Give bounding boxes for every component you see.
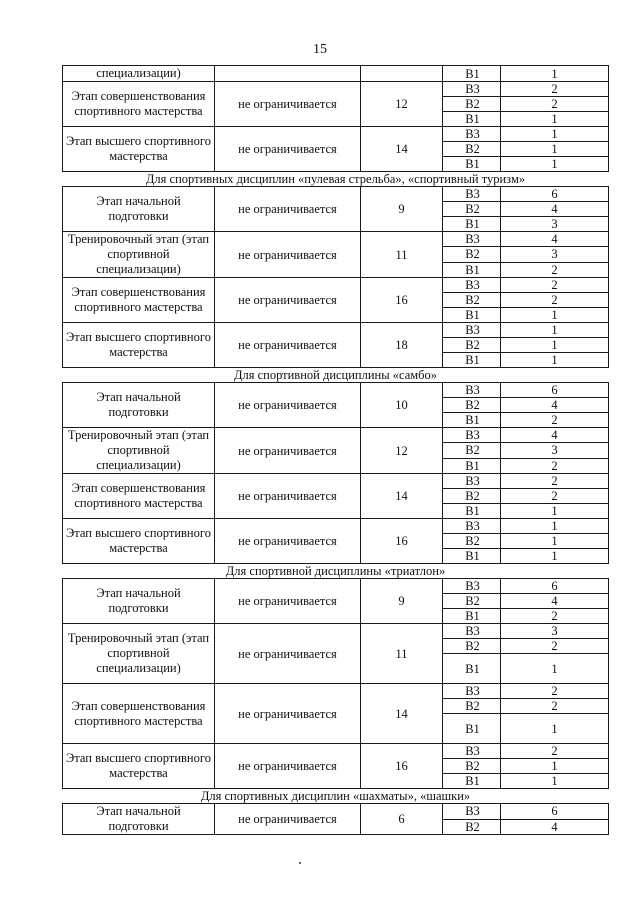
stage-cell: Этап совершенствования спортивного мастерства — [63, 474, 215, 519]
value-cell: 6 — [501, 579, 609, 594]
value-cell: 2 — [501, 474, 609, 489]
table-row — [63, 187, 609, 202]
age-cell: 9 — [361, 579, 443, 624]
value-cell: 2 — [501, 278, 609, 293]
limit-cell: не ограничивается — [215, 278, 361, 323]
page-number: 15 — [313, 42, 327, 57]
limit-cell: не ограничивается — [215, 744, 361, 789]
value-cell: 1 — [501, 549, 609, 564]
value-cell: 4 — [501, 398, 609, 413]
table-row — [63, 127, 609, 142]
limit-cell: не ограничивается — [215, 323, 361, 368]
class-cell: В2 — [443, 819, 501, 835]
limit-cell: не ограничивается — [215, 187, 361, 232]
class-cell: В3 — [443, 323, 501, 338]
age-cell: 16 — [361, 278, 443, 323]
table-row — [63, 323, 609, 338]
limit-cell: не ограничивается — [215, 519, 361, 564]
stage-cell: специализации) — [63, 66, 215, 82]
limit-cell: не ограничивается — [215, 127, 361, 172]
stage-cell: Этап начальной подготовки — [63, 579, 215, 624]
class-cell: В2 — [443, 594, 501, 609]
value-cell: 2 — [501, 97, 609, 112]
section-row — [63, 564, 609, 579]
class-cell: В3 — [443, 474, 501, 489]
class-cell: В1 — [443, 609, 501, 624]
value-cell: 4 — [501, 428, 609, 443]
class-cell: В2 — [443, 202, 501, 217]
class-cell: В1 — [443, 262, 501, 277]
stage-cell: Этап начальной подготовки — [63, 383, 215, 428]
stage-cell: Тренировочный этап (этап спортивной специализации) — [63, 624, 215, 684]
value-cell: 2 — [501, 609, 609, 624]
limit-cell: не ограничивается — [215, 474, 361, 519]
value-cell: 6 — [501, 383, 609, 398]
class-cell: В2 — [443, 247, 501, 262]
table-row — [63, 278, 609, 293]
class-cell: В2 — [443, 759, 501, 774]
limit-cell: не ограничивается — [215, 579, 361, 624]
class-cell: В3 — [443, 82, 501, 97]
class-cell: В1 — [443, 458, 501, 473]
class-cell: В1 — [443, 504, 501, 519]
section-heading: Для спортивной дисциплины «самбо» — [63, 368, 609, 383]
value-cell: 1 — [501, 112, 609, 127]
value-cell: 2 — [501, 684, 609, 699]
value-cell: 1 — [501, 353, 609, 368]
value-cell: 6 — [501, 187, 609, 202]
class-cell: В2 — [443, 398, 501, 413]
section-row — [63, 789, 609, 804]
section-heading: Для спортивной дисциплины «триатлон» — [63, 564, 609, 579]
value-cell: 1 — [501, 774, 609, 789]
class-cell: В3 — [443, 624, 501, 639]
value-cell: 2 — [501, 262, 609, 277]
age-cell — [361, 66, 443, 82]
class-cell: В3 — [443, 428, 501, 443]
table-row — [63, 383, 609, 398]
limit-cell: не ограничивается — [215, 232, 361, 278]
table-row — [63, 82, 609, 97]
value-cell: 4 — [501, 232, 609, 247]
age-cell: 11 — [361, 624, 443, 684]
value-cell: 4 — [501, 819, 609, 835]
value-cell: 3 — [501, 217, 609, 232]
value-cell: 2 — [501, 744, 609, 759]
class-cell: В3 — [443, 744, 501, 759]
limit-cell: не ограничивается — [215, 428, 361, 474]
value-cell: 1 — [501, 142, 609, 157]
class-cell: В1 — [443, 774, 501, 789]
scan-dot — [299, 862, 301, 864]
table-row — [63, 804, 609, 820]
value-cell: 2 — [501, 699, 609, 714]
age-cell: 9 — [361, 187, 443, 232]
age-cell: 14 — [361, 474, 443, 519]
value-cell: 2 — [501, 82, 609, 97]
value-cell: 6 — [501, 804, 609, 820]
table-row — [63, 744, 609, 759]
table-row — [63, 474, 609, 489]
value-cell: 2 — [501, 458, 609, 473]
limit-cell: не ограничивается — [215, 804, 361, 835]
value-cell: 1 — [501, 534, 609, 549]
stage-cell: Этап высшего спортивного мастерства — [63, 744, 215, 789]
value-cell: 1 — [501, 323, 609, 338]
section-heading: Для спортивных дисциплин «пулевая стрельба», «спортивный туризм» — [63, 172, 609, 187]
stage-cell: Этап совершенствования спортивного мастерства — [63, 278, 215, 323]
class-cell: В3 — [443, 684, 501, 699]
limit-cell: не ограничивается — [215, 82, 361, 127]
value-cell: 1 — [501, 654, 609, 684]
stage-cell: Тренировочный этап (этап спортивной специализации) — [63, 428, 215, 474]
class-cell: В1 — [443, 714, 501, 744]
class-cell: В2 — [443, 699, 501, 714]
value-cell: 1 — [501, 519, 609, 534]
age-cell: 14 — [361, 127, 443, 172]
limit-cell: не ограничивается — [215, 383, 361, 428]
class-cell: В1 — [443, 66, 501, 82]
age-cell: 12 — [361, 428, 443, 474]
stage-cell: Этап совершенствования спортивного мастерства — [63, 82, 215, 127]
class-cell: В3 — [443, 187, 501, 202]
class-cell: В3 — [443, 804, 501, 820]
age-cell: 18 — [361, 323, 443, 368]
class-cell: В1 — [443, 353, 501, 368]
class-cell: В1 — [443, 157, 501, 172]
value-cell: 3 — [501, 443, 609, 458]
stage-cell: Этап начальной подготовки — [63, 804, 215, 835]
class-cell: В3 — [443, 383, 501, 398]
value-cell: 2 — [501, 293, 609, 308]
limit-cell: не ограничивается — [215, 624, 361, 684]
stage-cell: Этап начальной подготовки — [63, 187, 215, 232]
value-cell: 1 — [501, 338, 609, 353]
table-row — [63, 428, 609, 443]
class-cell: В1 — [443, 112, 501, 127]
age-cell: 10 — [361, 383, 443, 428]
section-row — [63, 172, 609, 187]
value-cell: 1 — [501, 308, 609, 323]
class-cell: В2 — [443, 338, 501, 353]
age-cell: 6 — [361, 804, 443, 835]
class-cell: В3 — [443, 232, 501, 247]
section-row — [63, 368, 609, 383]
value-cell: 1 — [501, 759, 609, 774]
class-cell: В1 — [443, 654, 501, 684]
class-cell: В1 — [443, 413, 501, 428]
table-body — [63, 66, 609, 835]
class-cell: В2 — [443, 142, 501, 157]
section-heading: Для спортивных дисциплин «шахматы», «шашки» — [63, 789, 609, 804]
age-cell: 14 — [361, 684, 443, 744]
table-row — [63, 624, 609, 639]
class-cell: В2 — [443, 489, 501, 504]
value-cell: 1 — [501, 66, 609, 82]
table-row — [63, 519, 609, 534]
class-cell: В1 — [443, 217, 501, 232]
class-cell: В2 — [443, 443, 501, 458]
class-cell: В3 — [443, 579, 501, 594]
qualification-table — [62, 65, 609, 835]
limit-cell — [215, 66, 361, 82]
class-cell: В2 — [443, 639, 501, 654]
age-cell: 16 — [361, 519, 443, 564]
age-cell: 11 — [361, 232, 443, 278]
class-cell: В3 — [443, 127, 501, 142]
value-cell: 3 — [501, 247, 609, 262]
age-cell: 12 — [361, 82, 443, 127]
stage-cell: Этап совершенствования спортивного мастерства — [63, 684, 215, 744]
class-cell: В2 — [443, 293, 501, 308]
limit-cell: не ограничивается — [215, 684, 361, 744]
table-row — [63, 66, 609, 82]
value-cell: 4 — [501, 594, 609, 609]
stage-cell: Этап высшего спортивного мастерства — [63, 519, 215, 564]
table-row — [63, 232, 609, 247]
value-cell: 2 — [501, 489, 609, 504]
class-cell: В3 — [443, 519, 501, 534]
stage-cell: Этап высшего спортивного мастерства — [63, 323, 215, 368]
value-cell: 4 — [501, 202, 609, 217]
value-cell: 1 — [501, 504, 609, 519]
value-cell: 2 — [501, 639, 609, 654]
value-cell: 1 — [501, 714, 609, 744]
value-cell: 2 — [501, 413, 609, 428]
value-cell: 1 — [501, 127, 609, 142]
value-cell: 1 — [501, 157, 609, 172]
class-cell: В1 — [443, 308, 501, 323]
value-cell: 3 — [501, 624, 609, 639]
class-cell: В2 — [443, 534, 501, 549]
class-cell: В3 — [443, 278, 501, 293]
table-row — [63, 684, 609, 699]
class-cell: В2 — [443, 97, 501, 112]
age-cell: 16 — [361, 744, 443, 789]
stage-cell: Тренировочный этап (этап спортивной специализации) — [63, 232, 215, 278]
stage-cell: Этап высшего спортивного мастерства — [63, 127, 215, 172]
table-row — [63, 579, 609, 594]
class-cell: В1 — [443, 549, 501, 564]
